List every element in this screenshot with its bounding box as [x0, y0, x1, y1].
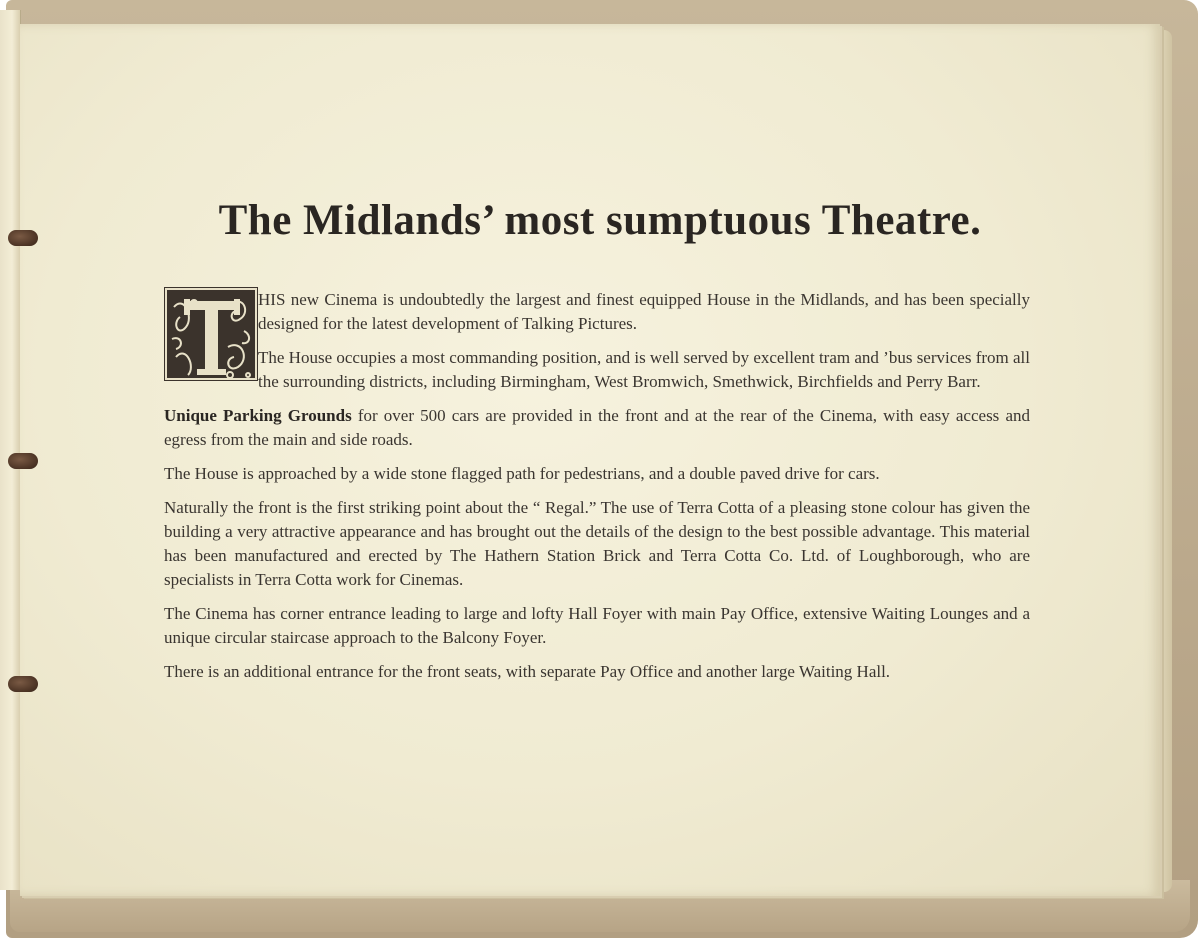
paragraph-terra-cotta: Naturally the front is the first striking point about the “ Regal.” The use of Terra Cotta of a pleasing stone colour has given the building a very attractive appearance and has brought out the details of the design to the best possible advantage. This material has been manufactured and erected by The Hathern Station Brick and Terra Cotta Co. Ltd. of Loughborough, who are specialists in Terra Cotta work for Cinemas.: [164, 498, 1030, 589]
parking-lead-text: Unique Parking Grounds: [164, 406, 352, 425]
paragraph-intro: HIS new Cinema is undoubtedly the largest and finest equipped House in the Midlands, and has been specially designed for the latest development of Talking Pictures.: [258, 290, 1030, 333]
binding-cord-middle: [8, 453, 38, 469]
paragraph-foyer: The Cinema has corner entrance leading to large and lofty Hall Foyer with main Pay Office, extensive Waiting Lounges and a unique circular staircase approach to the Balcony Foyer.: [164, 604, 1030, 647]
paragraph-approach: The House is approached by a wide stone flagged path for pedestrians, and a double paved drive for cars.: [164, 464, 880, 483]
page-title: The Midlands’ most sumptuous Theatre.: [218, 197, 982, 244]
previous-page-edge: [0, 10, 21, 890]
paragraph-parking: Unique Parking Grounds for over 500 cars are provided in the front and at the rear of the Cinema, with easy access and egress from the main and side roads.: [164, 406, 1030, 449]
page-body: [164, 288, 1030, 694]
paragraph-front-seats: There is an additional entrance for the front seats, with separate Pay Office and another large Waiting Hall.: [164, 662, 891, 681]
paragraph-location: The House occupies a most commanding position, and is well served by excellent tram and ’bus services from all the surrounding districts, including Birmingham, West Bromwich, Smethwick, Birchfields and Perry Barr.: [258, 348, 1030, 391]
stacked-page-edges: [1158, 30, 1172, 892]
binding-cord-bottom: [8, 676, 38, 692]
